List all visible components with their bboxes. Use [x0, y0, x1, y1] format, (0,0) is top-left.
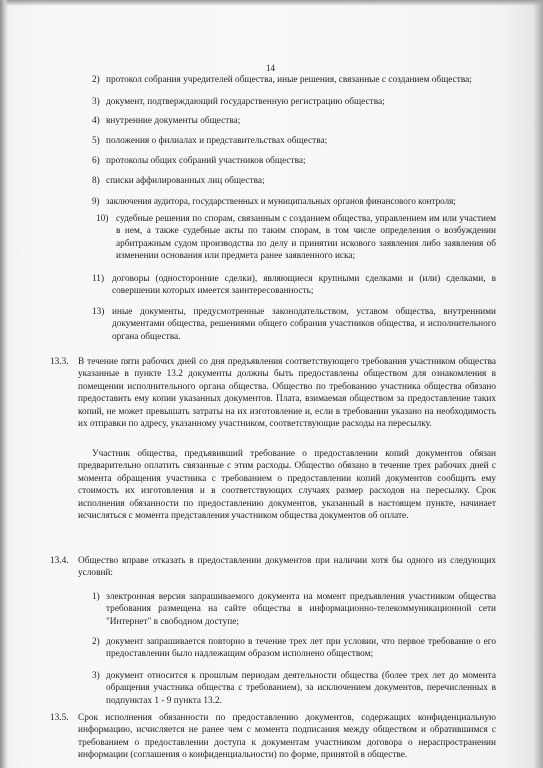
list-text: протокол собрания учредителей общества, иные решения, связанные с созданием общества;: [106, 75, 472, 85]
list-item: [92, 155, 490, 167]
list-text: заключения аудитора, государственных и муниципальных органов финансового контроля;: [106, 196, 456, 206]
list-text: электронная версия запрашиваемого документа на момент предъявления участником общества требования размещена на сайте общества в информационно-телекоммуникационной сети "Интернет" в свободном доступе;: [106, 592, 496, 627]
section-number: 13.5.: [50, 713, 69, 723]
list-marker: 1): [92, 592, 100, 602]
list-marker: 2): [92, 75, 100, 85]
list-marker: 3): [92, 97, 100, 107]
list-marker: 5): [92, 136, 100, 146]
list-text: документ, подтверждающий государственную регистрацию общества;: [106, 97, 385, 107]
list-item: [92, 115, 490, 127]
list-marker: 4): [92, 116, 100, 126]
list-marker: 11): [92, 274, 105, 284]
list-text: договоры (односторонние сделки), являющиеся крупными сделками и (или) сделками, в совершении которых имеется заинтересованность;: [112, 274, 496, 297]
list-marker: 2): [92, 637, 100, 647]
list-marker: 13): [92, 307, 105, 317]
list-text: документ запрашивается повторно в течение трех лет при условии, что первое требование о его предоставлении было надлежащим образом исполнено обществом;: [106, 637, 496, 660]
section-paragraph: Срок исполнения обязанности по предоставлению документов, содержащих конфиденциальную информацию, исчисляется не ранее чем с момента подписания между обществом и обратившимся с требованием о предоставлении доступа к документам участником договора о нераспространении информации (соглашения о конфиденциальности) по форме, принятой в обществе.: [78, 713, 496, 761]
list-item: [92, 636, 496, 661]
list-text: внутренние документы общества;: [106, 116, 241, 126]
section-13-3: [50, 356, 496, 430]
scan-shadow-top: [0, 0, 543, 6]
list-item: [92, 195, 494, 207]
list-item: [96, 213, 496, 263]
page-number: 14: [266, 63, 275, 73]
list-marker: 9): [92, 196, 100, 206]
scan-shadow-left: [0, 0, 8, 768]
section-13-3-paragraph-2: [78, 448, 496, 522]
list-item: [92, 74, 490, 86]
list-item: [92, 135, 490, 147]
scan-shadow-right: [533, 0, 543, 768]
list-text: документ относится к прошлым периодам деятельности общества (более трех лет до момента обращения участника общества с требованием), за исключением документов, перечисленных в подпунктах 1 - 9 пункта 13.2.: [106, 671, 496, 706]
list-item: [92, 591, 496, 628]
list-item: [92, 670, 496, 707]
list-item: [92, 175, 490, 187]
section-paragraph: В течение пяти рабочих дней со дня предъявления соответствующего требования участником общества указанные в пункте 13.2 документы должны быть предоставлены обществом для ознакомления в помещении исполнительного органа общества. Общество по требованию участника общества обязано предоставить ему копии указанных документов. Плата, взимаемая обществом за предоставление таких копий, не может превышать затраты на их изготовление и, если в требовании указано на необходимость их отправки по адресу, указанному участником, соответствующие расходы на пересылку.: [78, 357, 496, 430]
list-text: положения о филиалах и представительствах общества;: [106, 136, 328, 146]
list-marker: 10): [96, 214, 109, 224]
list-text: иные документы, предусмотренные законодательством, уставом общества, внутренними документами общества, решениями общего собрания участников общества, и исполнительного органа общества.: [112, 307, 496, 342]
list-marker: 3): [92, 671, 100, 681]
section-13-4: [50, 555, 496, 580]
section-13-5: [50, 712, 496, 762]
list-item: [92, 273, 496, 298]
section-number: 13.3.: [50, 357, 69, 367]
section-number: 13.4.: [50, 556, 69, 566]
list-text: судебные решения по спорам, связанным с созданием общества, управлением им или участием в нем, а также судебные акты по таким спорам, в том числе определения о возбуждении арбитражным судом производства по делу и принятии искового заявления либо заявления об изменении основания или предмета ранее заявленного иска;: [116, 214, 496, 262]
section-paragraph: Общество вправе отказать в предоставлении документов при наличии хотя бы одного из следующих условий:: [78, 556, 496, 579]
list-item: [92, 96, 490, 108]
list-marker: 6): [92, 156, 100, 166]
list-item: [92, 306, 496, 343]
list-text: списки аффилированных лиц общества;: [106, 176, 265, 186]
list-marker: 8): [92, 176, 100, 186]
list-text: протоколы общих собраний участников общества;: [106, 156, 306, 166]
section-paragraph: Участник общества, предъявивший требование о предоставлении копий документов обязан предварительно оплатить связанные с этим расходы. Общество обязано в течение трех рабочих дней с момента обращения участника с требованием о предоставлении копий документов сообщить ему стоимость их изготовления и в соответствующих случаях размер расходов на пересылку. Срок исполнения обязанности по предоставлению документов, указанный в настоящем пункте, начинает исчисляться с момента представления участником общества документов об оплате.: [78, 449, 496, 522]
